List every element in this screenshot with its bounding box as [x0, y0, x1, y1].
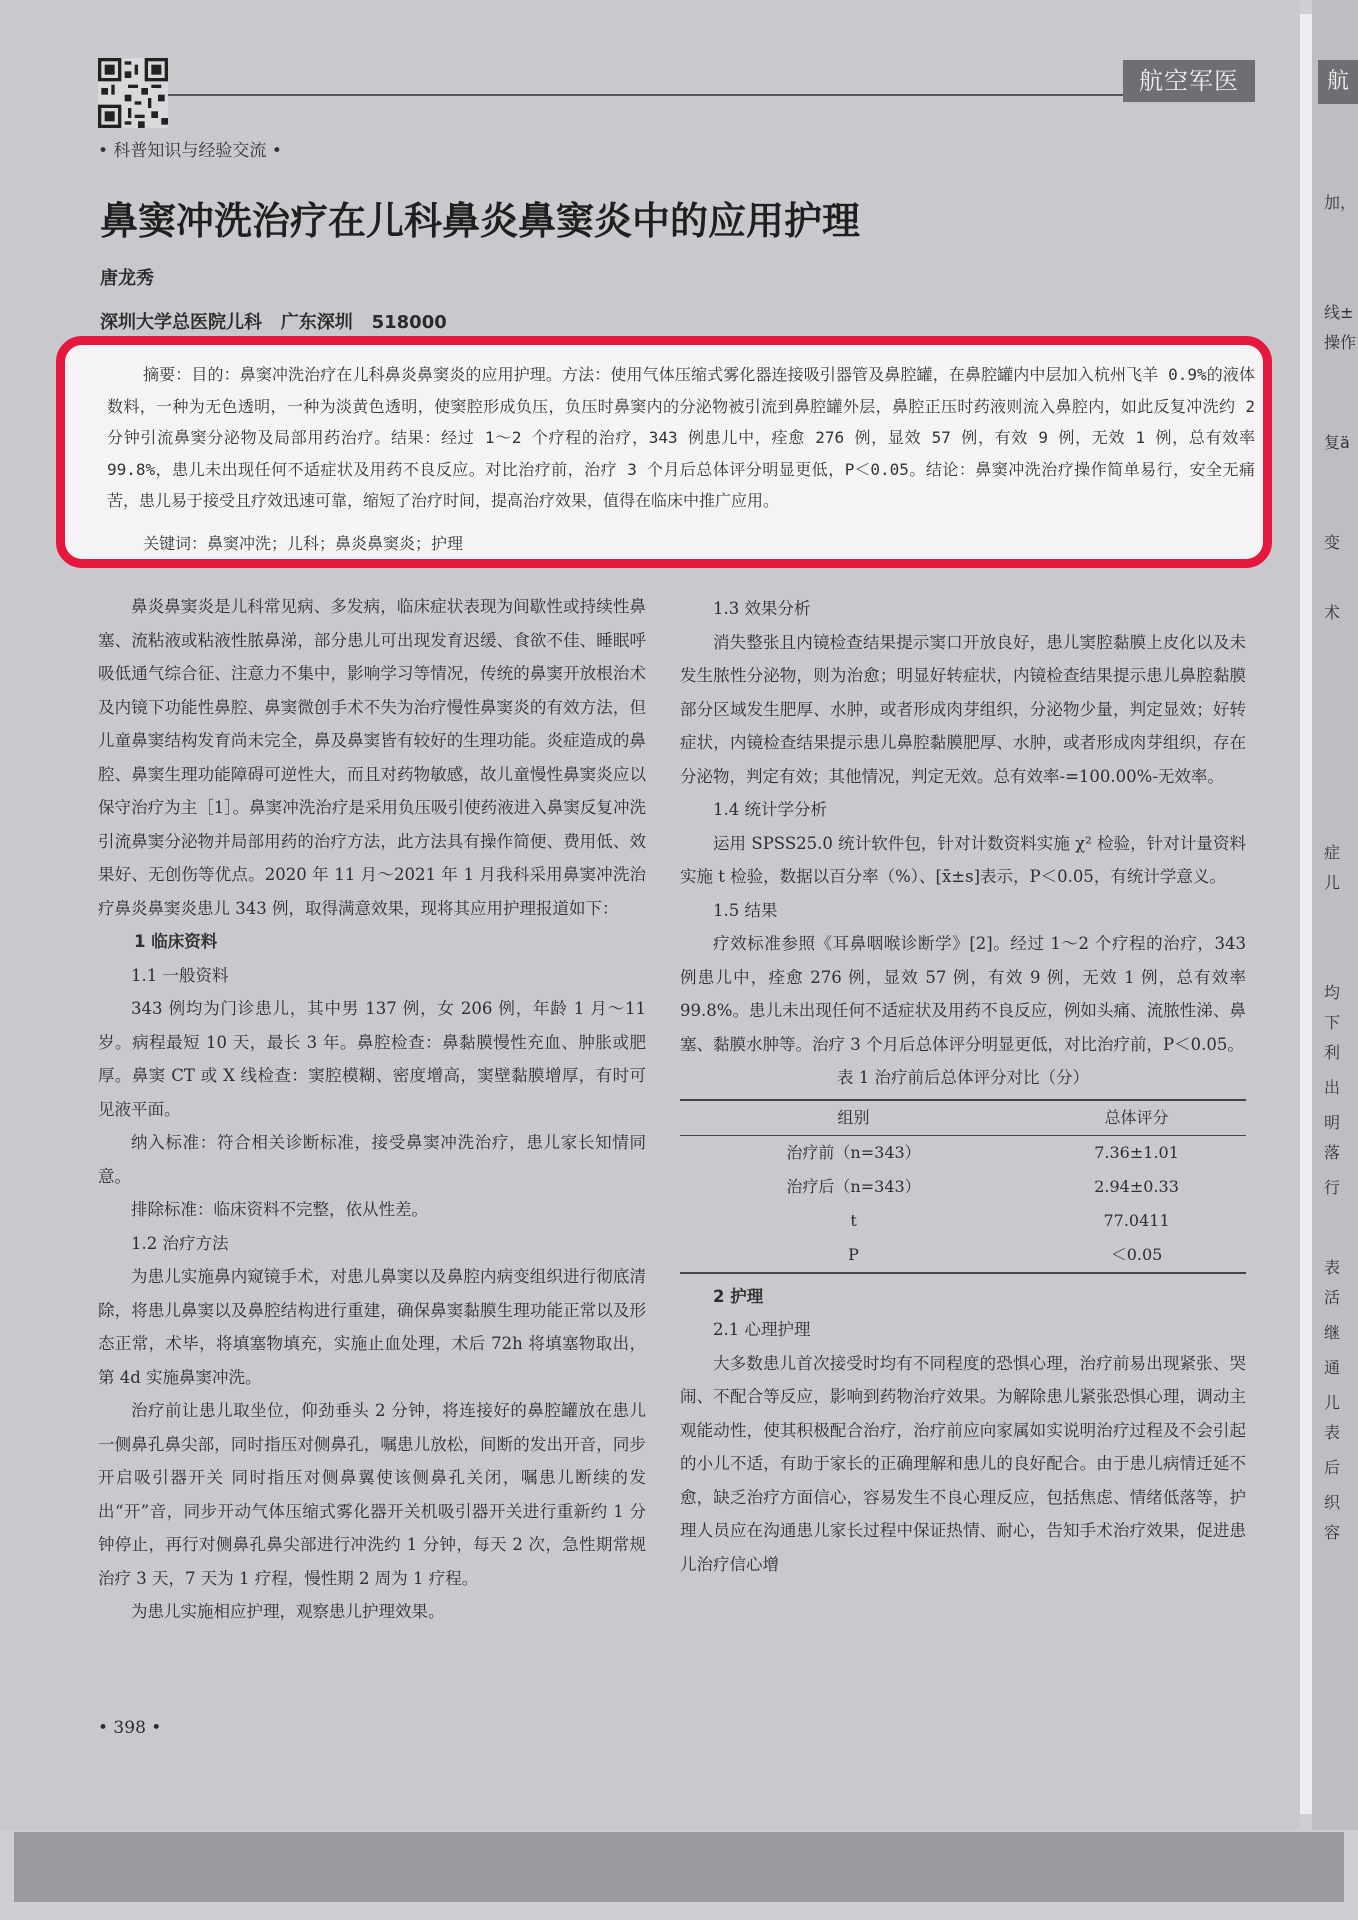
stats-paragraph: 运用 SPSS25.0 统计软件包，针对计数资料实施 χ² 检验，针对计量资料实施 t 检验，数据以百分率（%）、[x̄±s]表示，P＜0.05，有统计学意义。 [680, 833, 1246, 886]
header-rule [168, 94, 1123, 96]
subsection-heading: 1.1 一般资料 [131, 965, 229, 985]
page-edge [1300, 14, 1312, 1814]
table-title: 表 1 治疗前后总体评分对比（分） [837, 1068, 1089, 1087]
edge-char: 加， [1324, 193, 1357, 212]
edge-char: 后 [1324, 1458, 1341, 1477]
left-column [98, 590, 646, 1629]
edge-char: 操作 [1324, 333, 1357, 352]
table-row [680, 1238, 1246, 1273]
subsection-heading: 1.3 效果分析 [713, 599, 811, 618]
subsection-heading: 1.2 治疗方法 [131, 1233, 229, 1253]
edge-char: 均 [1324, 983, 1341, 1002]
edge-char: 行 [1324, 1178, 1341, 1197]
result-paragraph: 疗效标准参照《耳鼻咽喉诊断学》[2]。经过 1～2 个疗程的治疗，343 例患儿中，痊愈 276 例，显效 57 例，有效 9 例，无效 1 例，总有效率 99.8%。患儿未出现任何不适症状及用药不良反应，例如头痛、流脓性涕、鼻塞、黏膜水肿等。治疗 3 个月后总体评分明显更低，对比治疗前，P＜0.05。 [680, 934, 1246, 1054]
method-paragraph: 治疗前让患儿取坐位，仰劲垂头 2 分钟，将连接好的鼻腔罐放在患儿一侧鼻孔鼻尖部，同时指压对侧鼻孔，嘱患儿放松，间断的发出开音，同步开启吸引器开关 同时指压对侧鼻翼使该侧鼻孔关闭，嘱患儿断续的发出“开”音，同步开动气体压缩式雾化器开关机吸引器开关进行重新约 1 分钟停止，再行对侧鼻孔鼻尖部进行冲洗约 1 分钟，每天 2 次，急性期常规治疗 3 天，7 天为 1 疗程，慢性期 2 周为 1 疗程。 [98, 1401, 646, 1588]
table-header: 组别 [680, 1100, 1027, 1136]
scan-bottom-shadow [14, 1832, 1344, 1902]
subsection-heading: 1.4 统计学分析 [713, 800, 827, 819]
method-paragraph: 为患儿实施鼻内窥镜手术，对患儿鼻窦以及鼻腔内病变组织进行彻底清除，将患儿鼻窦以及鼻腔结构进行重建，确保鼻窦黏膜生理功能正常以及形态正常，术毕，将填塞物填充，实施止血处理，术后 72h 将填塞物取出，第 4d 实施鼻窦冲洗。 [98, 1267, 646, 1387]
method-paragraph: 为患儿实施相应护理，观察患儿护理效果。 [131, 1602, 445, 1621]
next-page-tab: 航 [1318, 60, 1358, 104]
page-number: • 398 • [98, 1718, 162, 1738]
inclusion-paragraph: 纳入标准：符合相关诊断标准，接受鼻窦冲洗治疗，患儿家长知情同意。 [98, 1133, 646, 1186]
effect-paragraph: 消失整张且内镜检查结果提示窦口开放良好，患儿窦腔黏膜上皮化以及未发生脓性分泌物，则为治愈；明显好转症状，内镜检查结果提示患儿鼻腔黏膜部分区域发生肥厚、水肿，或者形成肉芽组织，分泌物少量，判定显效；好转症状，内镜检查结果提示患儿鼻腔黏膜肥厚、水肿，或者形成肉芽组织，存在分泌物，判定有效；其他情况，判定无效。总有效率-=100.00%-无效率。 [680, 632, 1246, 786]
edge-char: 儿 [1324, 1393, 1341, 1412]
journal-name: 航空军医 [1123, 60, 1255, 102]
abstract-text: 摘要：目的：鼻窦冲洗治疗在儿科鼻炎鼻窦炎的应用护理。方法：使用气体压缩式雾化器连接吸引器管及鼻腔罐，在鼻腔罐内中层加入杭州飞羊 0.9%的液体数料，一种为无色透明，一种为淡黄色透明，使窦腔形成负压，负压时鼻窦内的分泌物被引流到鼻腔罐外层，鼻腔正压时药液则流入鼻腔内，如此反复冲洗约 2 分钟引流鼻窦分泌物及局部用药治疗。结果：经过 1～2 个疗程的治疗，343 例患儿中，痊愈 276 例，显效 57 例，有效 9 例，无效 1 例，总有效率 99.8%，患儿未出现任何不适症状及用药不良反应。对比治疗前，治疗 3 个月后总体评分明显更低，P＜0.05。结论：鼻窦冲洗治疗操作简单易行，安全无痛苦，患儿易于接受且疗效迅速可靠，缩短了治疗时间，提高治疗效果，值得在临床中推广应用。 [107, 365, 1255, 510]
edge-char: 出 [1324, 1078, 1341, 1097]
table-cell: 治疗后（n=343） [786, 1176, 921, 1196]
article-title: 鼻窦冲洗治疗在儿科鼻炎鼻窦炎中的应用护理 [100, 199, 861, 243]
edge-char: 术 [1324, 603, 1341, 622]
affiliation: 深圳大学总医院儿科 广东深圳 518000 [100, 312, 447, 333]
table-row [680, 1170, 1246, 1204]
keywords: 关键词：鼻窦冲洗；儿科；鼻炎鼻窦炎；护理 [143, 534, 464, 553]
right-column [680, 592, 1246, 1581]
table-header: 总体评分 [1027, 1100, 1246, 1136]
edge-char: 活 [1324, 1288, 1341, 1307]
qr-code-icon [98, 58, 168, 128]
section-heading: 1 临床资料 [134, 932, 218, 951]
edge-char: 通 [1324, 1358, 1341, 1377]
table-cell: P [680, 1238, 1027, 1273]
table-cell: ＜0.05 [1027, 1238, 1246, 1273]
edge-char: 落 [1324, 1143, 1341, 1162]
abstract-highlight-box [56, 336, 1272, 568]
edge-char: 容 [1324, 1523, 1341, 1542]
table-row [680, 1204, 1246, 1238]
subsection-heading: 1.5 结果 [713, 900, 778, 920]
edge-char: 表 [1324, 1258, 1341, 1277]
table-cell: 治疗前（n=343） [786, 1142, 921, 1162]
column-label: • 科普知识与经验交流 • [98, 141, 282, 161]
results-table [680, 1099, 1246, 1274]
general-paragraph: 343 例均为门诊患儿，其中男 137 例，女 206 例，年龄 1 月～11 岁。病程最短 10 天，最长 3 年。鼻腔检查：鼻黏膜慢性充血、肿胀或肥厚。鼻窦 CT 或 X 线检查：窦腔模糊、密度增高，窦壁黏膜增厚，有时可见液平面。 [98, 999, 646, 1119]
edge-char: 继 [1324, 1323, 1341, 1342]
edge-char: 复ä [1324, 433, 1350, 452]
subsection-heading: 2.1 心理护理 [713, 1320, 811, 1339]
edge-char: 变 [1324, 533, 1341, 552]
author: 唐龙秀 [100, 268, 154, 289]
edge-char: 织 [1324, 1493, 1341, 1512]
next-page-edge [1312, 0, 1358, 1830]
section-heading: 2 护理 [713, 1286, 764, 1306]
table-cell: 2.94±0.33 [1094, 1176, 1179, 1196]
exclusion-paragraph: 排除标准：临床资料不完整，依从性差。 [131, 1200, 428, 1219]
table-row [680, 1135, 1246, 1170]
edge-char: 儿 [1324, 873, 1341, 892]
psych-paragraph: 大多数患儿首次接受时均有不同程度的恐惧心理，治疗前易出现紧张、哭闹、不配合等反应，影响到药物治疗效果。为解除患儿紧张恐惧心理，调动主观能动性，使其积极配合治疗，治疗前应向家属如实说明治疗过程及不会引起的小儿不适，有助于家长的正确理解和患儿的良好配合。由于患儿病情迁延不愈，缺乏治疗方面信心，容易发生不良心理反应，包括焦虑、情绪低落等，护理人员应在沟通患儿家长过程中保证热情、耐心，告知手术治疗效果，促进患儿治疗信心增 [680, 1353, 1246, 1574]
edge-char: 症 [1324, 843, 1341, 862]
edge-char: 利 [1324, 1043, 1341, 1062]
intro-paragraph: 鼻炎鼻窦炎是儿科常见病、多发病，临床症状表现为间歇性或持续性鼻塞、流粘液或粘液性脓鼻涕，部分患儿可出现发育迟缓、食欲不佳、睡眠呼吸低通气综合征、注意力不集中，影响学习等情况，传统的鼻窦开放根治术及内镜下功能性鼻腔、鼻窦微创手术不失为治疗慢性鼻窦炎的有效方法，但儿童鼻窦结构发育尚未完全，鼻及鼻窦皆有较好的生理功能。炎症造成的鼻腔、鼻窦生理功能障碍可逆性大，而且对药物敏感，故儿童慢性鼻窦炎应以保守治疗为主［1］。鼻窦冲洗治疗是采用负压吸引使药液进入鼻窦反复冲洗引流鼻窦分泌物并局部用药的治疗方法，此方法具有操作简便、费用低、效果好、无创伤等优点。2020 年 11 月～2021 年 1 月我科采用鼻窦冲洗治疗鼻炎鼻窦炎患儿 343 例，取得满意效果，现将其应用护理报道如下： [98, 597, 646, 918]
edge-char: 线± [1324, 303, 1354, 322]
edge-char: 表 [1324, 1423, 1341, 1442]
table-cell: 7.36±1.01 [1094, 1142, 1179, 1162]
edge-char: 明 [1324, 1113, 1341, 1132]
table-cell: 77.0411 [1103, 1210, 1170, 1230]
edge-char: 下 [1324, 1013, 1341, 1032]
table-cell: t [850, 1210, 857, 1230]
